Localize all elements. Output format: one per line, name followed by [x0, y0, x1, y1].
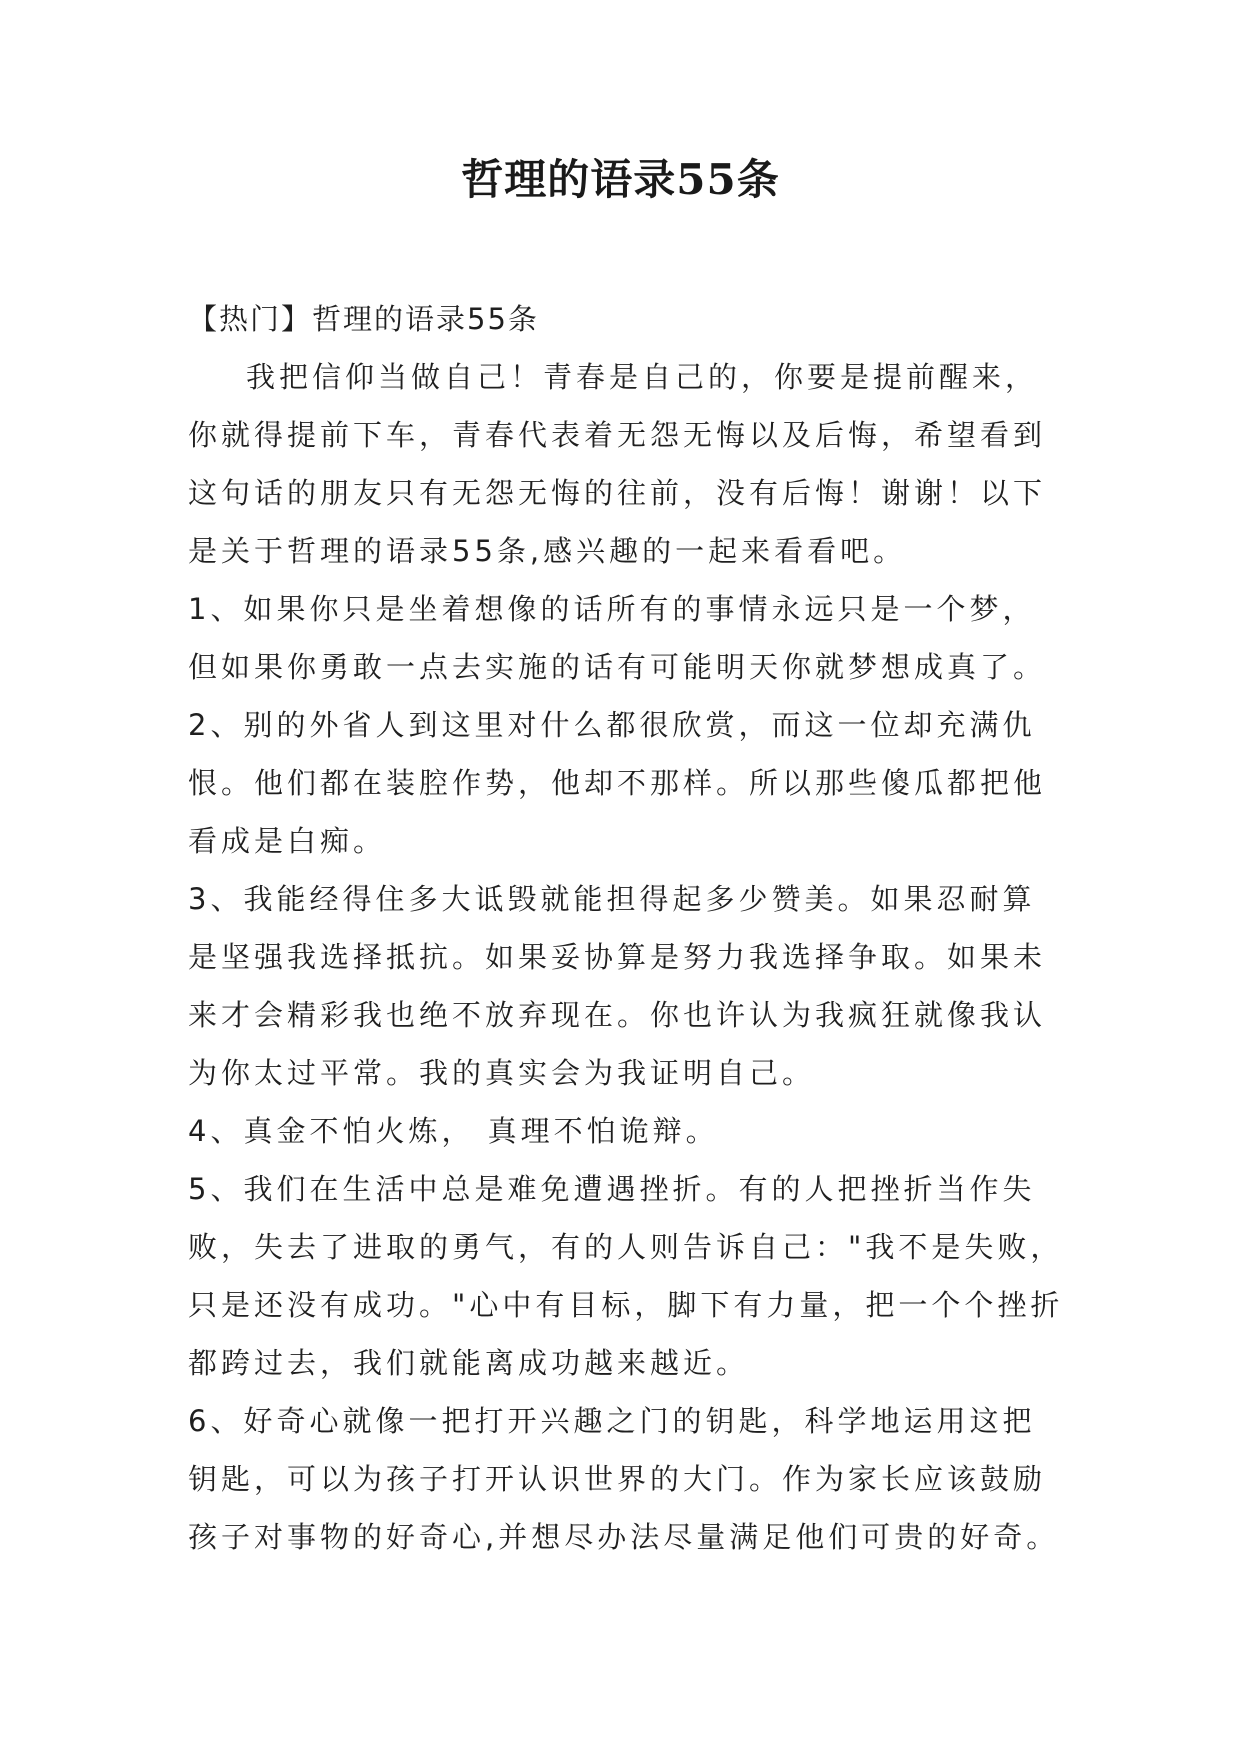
- intro-paragraph: 我把信仰当做自己！青春是自己的，你要是提前醒来，你就得提前下车，青春代表着无怨无悔以及后悔，希望看到这句话的朋友只有无怨无悔的往前，没有后悔！谢谢！以下是关于哲理的语录55条,感兴趣的一起来看看吧。: [188, 360, 1047, 568]
- document-body: [188, 290, 1068, 1566]
- list-item: 1、如果你只是坐着想像的话所有的事情永远只是一个梦，但如果你勇敢一点去实施的话有可能明天你就梦想成真了。: [188, 592, 1047, 684]
- list-item: 2、别的外省人到这里对什么都很欣赏，而这一位却充满仇恨。他们都在装腔作势，他却不那样。所以那些傻瓜都把他看成是白痴。: [188, 708, 1047, 858]
- list-item: 5、我们在生活中总是难免遭遇挫折。有的人把挫折当作失败，失去了进取的勇气，有的人则告诉自己："我不是失败，只是还没有成功。"心中有目标，脚下有力量，把一个个挫折都跨过去，我们就能离成功越来越近。: [188, 1172, 1064, 1380]
- list-item: 4、真金不怕火炼， 真理不怕诡辩。: [188, 1114, 719, 1148]
- list-item: 6、好奇心就像一把打开兴趣之门的钥匙，科学地运用这把钥匙，可以为孩子打开认识世界的大门。作为家长应该鼓励孩子对事物的好奇心,并想尽办法尽量满足他们可贵的好奇。: [188, 1404, 1060, 1554]
- document-title: 哲理的语录55条: [461, 155, 780, 204]
- list-item: 3、我能经得住多大诋毁就能担得起多少赞美。如果忍耐算是坚强我选择抵抗。如果妥协算是努力我选择争取。如果未来才会精彩我也绝不放弃现在。你也许认为我疯狂就像我认为你太过平常。我的真实会为我证明自己。: [188, 882, 1047, 1090]
- document-subtitle: 【热门】哲理的语录55条: [188, 302, 539, 336]
